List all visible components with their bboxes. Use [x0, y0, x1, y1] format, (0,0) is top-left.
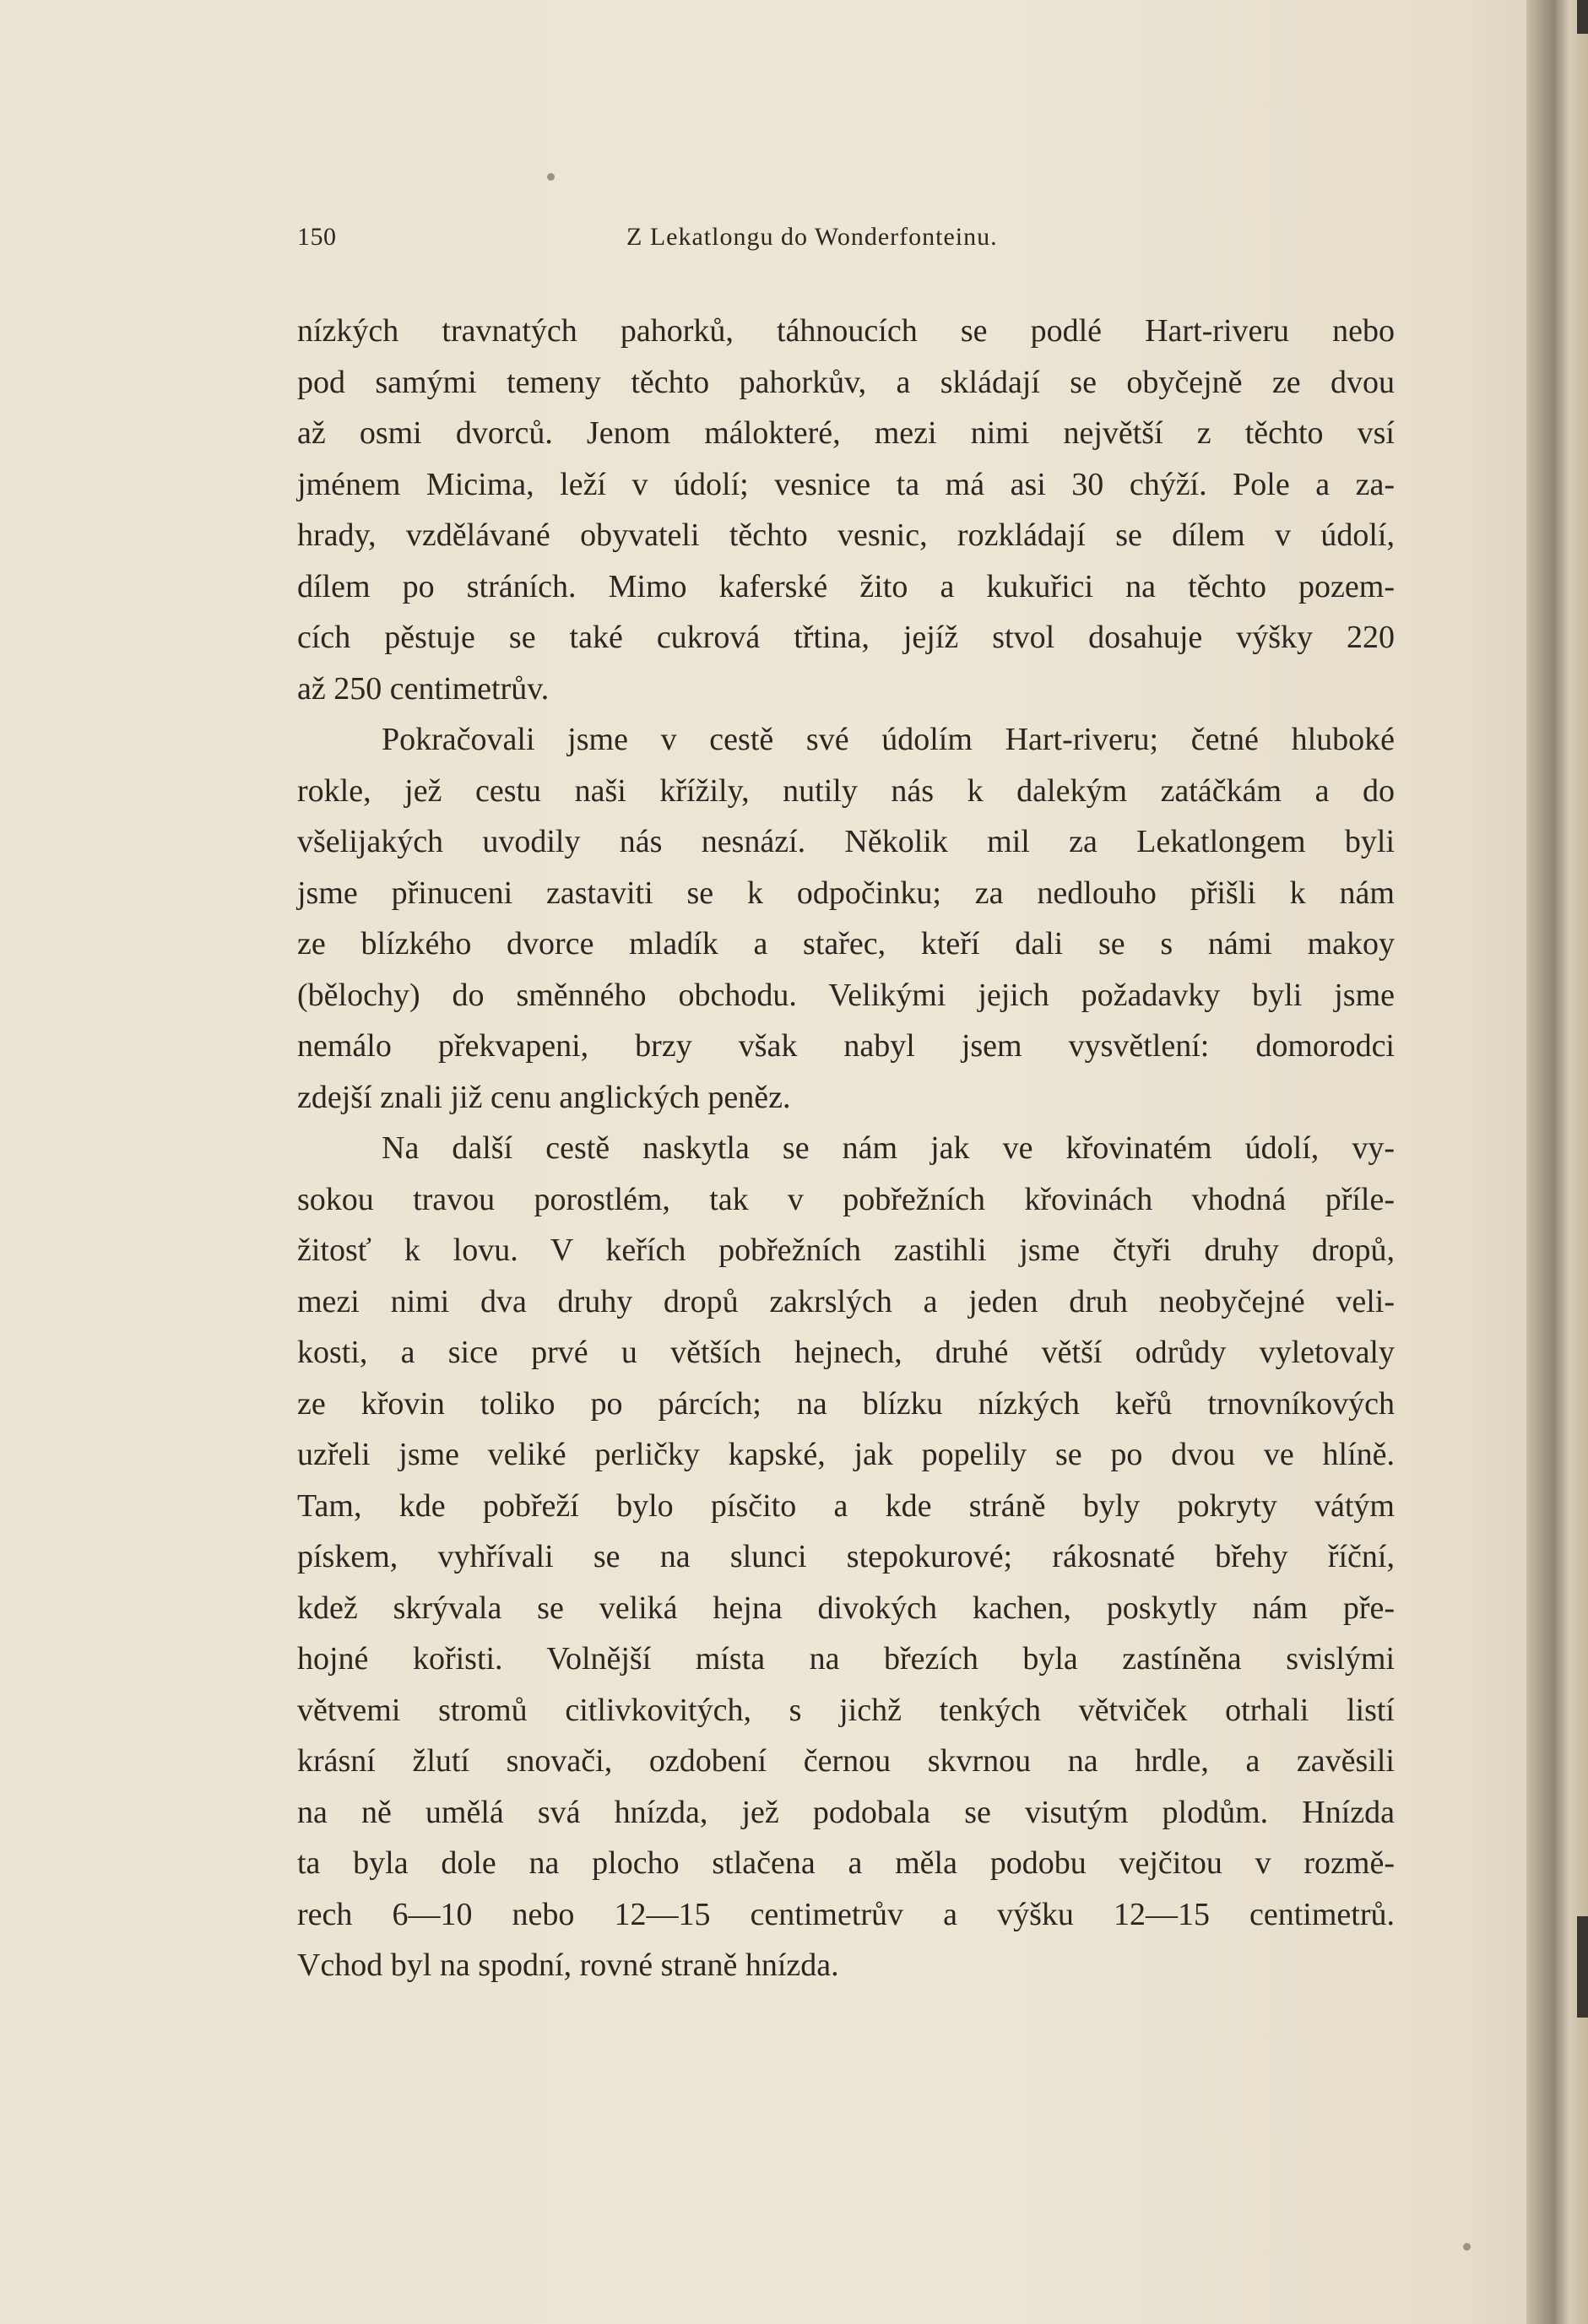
- text-line: rech 6—10 nebo 12—15 centimetrův a výšku 12—15 centimetrů.: [297, 1896, 1395, 1932]
- text-line: pískem, vyhřívali se na slunci stepokurové; rákosnaté břehy říční,: [297, 1539, 1395, 1574]
- text-line: všelijakých uvodily nás nesnází. Několik mil za Lekatlongem byli: [297, 824, 1395, 859]
- text-line: až 250 centimetrův.: [297, 670, 550, 707]
- text-line: uzřeli jsme veliké perličky kapské, jak popelily se po dvou ve hlíně.: [297, 1437, 1395, 1472]
- text-line: krásní žlutí snovači, ozdobení černou skvrnou na hrdle, a zavěsili: [297, 1743, 1395, 1779]
- text-line: dílem po stráních. Mimo kaferské žito a kukuřici na těchto pozem-: [297, 568, 1395, 604]
- text-line: ze křovin toliko po párcích; na blízku nízkých keřů trnovníkových: [297, 1385, 1395, 1422]
- text-line: zdejší znali již cenu anglických peněz.: [297, 1079, 791, 1115]
- text-line: na ně umělá svá hnízda, jež podobala se visutým plodům. Hnízda: [297, 1794, 1395, 1830]
- body-text: [297, 306, 1395, 1991]
- text-line: cích pěstuje se také cukrová třtina, jejíž stvol dosahuje výšky 220: [297, 620, 1395, 655]
- text-line: Vchod byl na spodní, rovné straně hnízda.: [297, 1948, 839, 1983]
- gutter-mark: [1577, 0, 1588, 34]
- text-line: Pokračovali jsme v cestě své údolím Hart-riveru; četné hluboké: [382, 722, 1395, 757]
- text-line: jsme přinuceni zastaviti se k odpočinku; za nedlouho přišli k nám: [297, 875, 1395, 911]
- page-number: 150: [297, 223, 337, 251]
- page-header: [297, 223, 1395, 257]
- gutter-mark: [1577, 1916, 1588, 2018]
- text-line: hojné kořisti. Volnější místa na březích byla zastíněna svislými: [297, 1641, 1395, 1677]
- text-line: kdež skrývala se veliká hejna divokých kachen, poskytly nám pře-: [297, 1590, 1395, 1626]
- text-line: Tam, kde pobřeží bylo písčito a kde stráně byly pokryty vátým: [297, 1487, 1395, 1524]
- text-line: až osmi dvorců. Jenom málokteré, mezi nimi největší z těchto vsí: [297, 415, 1395, 451]
- text-line: ta byla dole na plocho stlačena a měla podobu vejčitou v rozmě-: [297, 1845, 1395, 1881]
- text-line: ze blízkého dvorce mladík a stařec, kteří dali se s námi makoy: [297, 926, 1395, 962]
- text-line: kosti, a sice prvé u větších hejnech, druhé větší odrůdy vyletovaly: [297, 1335, 1395, 1370]
- text-line: hrady, vzdělávané obyvateli těchto vesnic, rozkládají se dílem v údolí,: [297, 517, 1395, 553]
- paper-speck: [1463, 2243, 1471, 2251]
- text-line: větvemi stromů citlivkovitých, s jichž tenkých větviček otrhali listí: [297, 1692, 1395, 1728]
- text-line: rokle, jež cestu naši křížily, nutily nás k dalekým zatáčkám a do: [297, 772, 1395, 809]
- running-title: Z Lekatlongu do Wonderfonteinu.: [626, 223, 998, 251]
- text-line: nízkých travnatých pahorků, táhnoucích se podlé Hart-riveru nebo: [297, 313, 1395, 349]
- paper-speck: [547, 173, 555, 181]
- text-line: pod samými temeny těchto pahorkův, a skládají se obyčejně ze dvou: [297, 364, 1395, 400]
- text-line: žitosť k lovu. V keřích pobřežních zastihli jsme čtyři druhy dropů,: [297, 1232, 1395, 1268]
- text-line: mezi nimi dva druhy dropů zakrslých a jeden druh neobyčejné veli-: [297, 1283, 1395, 1319]
- text-line: nemálo překvapeni, brzy však nabyl jsem vysvětlení: domorodci: [297, 1028, 1395, 1064]
- text-line: jménem Micima, leží v údolí; vesnice ta má asi 30 chýží. Pole a za-: [297, 466, 1395, 502]
- text-line: sokou travou porostlém, tak v pobřežních křovinách vhodná příle-: [297, 1181, 1395, 1217]
- text-line: Na další cestě naskytla se nám jak ve křovinatém údolí, vy-: [382, 1130, 1395, 1166]
- text-line: (bělochy) do směnného obchodu. Velikými jejich požadavky byli jsme: [297, 977, 1395, 1013]
